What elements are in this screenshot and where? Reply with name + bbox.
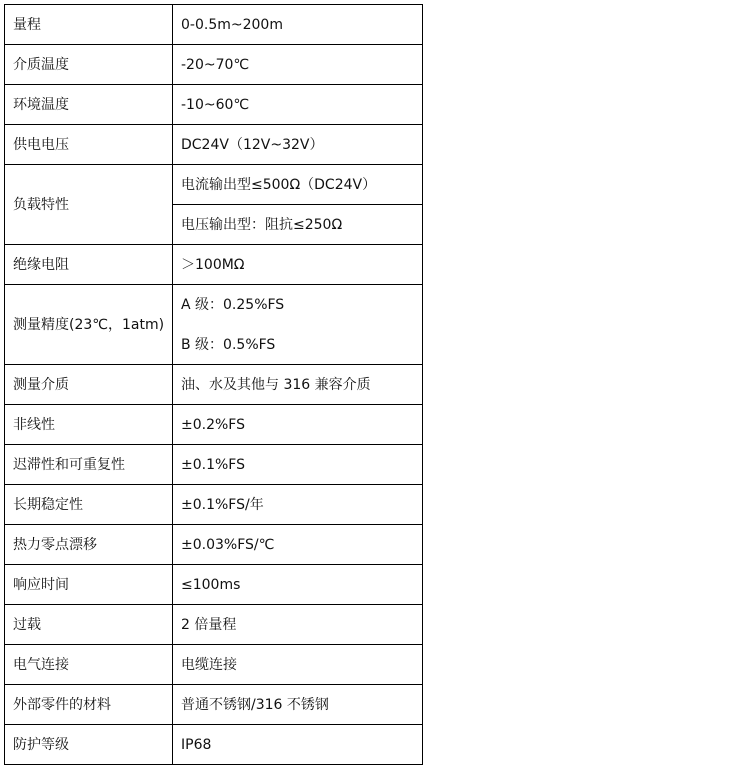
table-row xyxy=(5,565,423,605)
spec-value: -10~60℃ xyxy=(173,85,423,125)
spec-value: 电压输出型：阻抗≤250Ω xyxy=(173,205,423,245)
spec-label: 负载特性 xyxy=(5,165,173,245)
table-row xyxy=(5,605,423,645)
table-row xyxy=(5,485,423,525)
table-row xyxy=(5,45,423,85)
spec-label: 响应时间 xyxy=(5,565,173,605)
spec-value: -20~70℃ xyxy=(173,45,423,85)
table-row xyxy=(5,85,423,125)
table-row xyxy=(5,445,423,485)
spec-value: ±0.1%FS xyxy=(173,445,423,485)
spec-value: 电缆连接 xyxy=(173,645,423,685)
table-row xyxy=(5,165,423,205)
spec-value: ±0.03%FS/℃ xyxy=(173,525,423,565)
table-row xyxy=(5,525,423,565)
spec-table xyxy=(4,4,423,765)
spec-label: 测量精度(23℃，1atm) xyxy=(5,285,173,365)
spec-value: ±0.2%FS xyxy=(173,405,423,445)
spec-value: DC24V（12V~32V） xyxy=(173,125,423,165)
spec-value: 电流输出型≤500Ω（DC24V） xyxy=(173,165,423,205)
spec-label: 介质温度 xyxy=(5,45,173,85)
spec-label: 迟滞性和可重复性 xyxy=(5,445,173,485)
spec-value xyxy=(173,285,423,365)
spec-label: 供电电压 xyxy=(5,125,173,165)
spec-label: 环境温度 xyxy=(5,85,173,125)
spec-label: 非线性 xyxy=(5,405,173,445)
spec-value: 0-0.5m~200m xyxy=(173,5,423,45)
spec-label: 防护等级 xyxy=(5,725,173,765)
spec-label: 量程 xyxy=(5,5,173,45)
spec-label: 外部零件的材料 xyxy=(5,685,173,725)
table-row xyxy=(5,685,423,725)
table-row xyxy=(5,125,423,165)
spec-value: IP68 xyxy=(173,725,423,765)
table-row xyxy=(5,5,423,45)
spec-label: 电气连接 xyxy=(5,645,173,685)
spec-value-line: B 级：0.5%FS xyxy=(181,336,276,353)
table-row xyxy=(5,245,423,285)
spec-value: ±0.1%FS/年 xyxy=(173,485,423,525)
spec-label: 测量介质 xyxy=(5,365,173,405)
table-row xyxy=(5,725,423,765)
spec-value-line: A 级：0.25%FS xyxy=(181,296,285,313)
spec-value: 2 倍量程 xyxy=(173,605,423,645)
spec-label: 热力零点漂移 xyxy=(5,525,173,565)
table-row xyxy=(5,365,423,405)
spec-value: ≤100ms xyxy=(173,565,423,605)
table-row xyxy=(5,285,423,365)
spec-value: 普通不锈钢/316 不锈钢 xyxy=(173,685,423,725)
table-row xyxy=(5,645,423,685)
spec-value: ＞100MΩ xyxy=(173,245,423,285)
spec-label: 长期稳定性 xyxy=(5,485,173,525)
spec-value: 油、水及其他与 316 兼容介质 xyxy=(173,365,423,405)
table-row xyxy=(5,405,423,445)
spec-label: 过载 xyxy=(5,605,173,645)
spec-label: 绝缘电阻 xyxy=(5,245,173,285)
